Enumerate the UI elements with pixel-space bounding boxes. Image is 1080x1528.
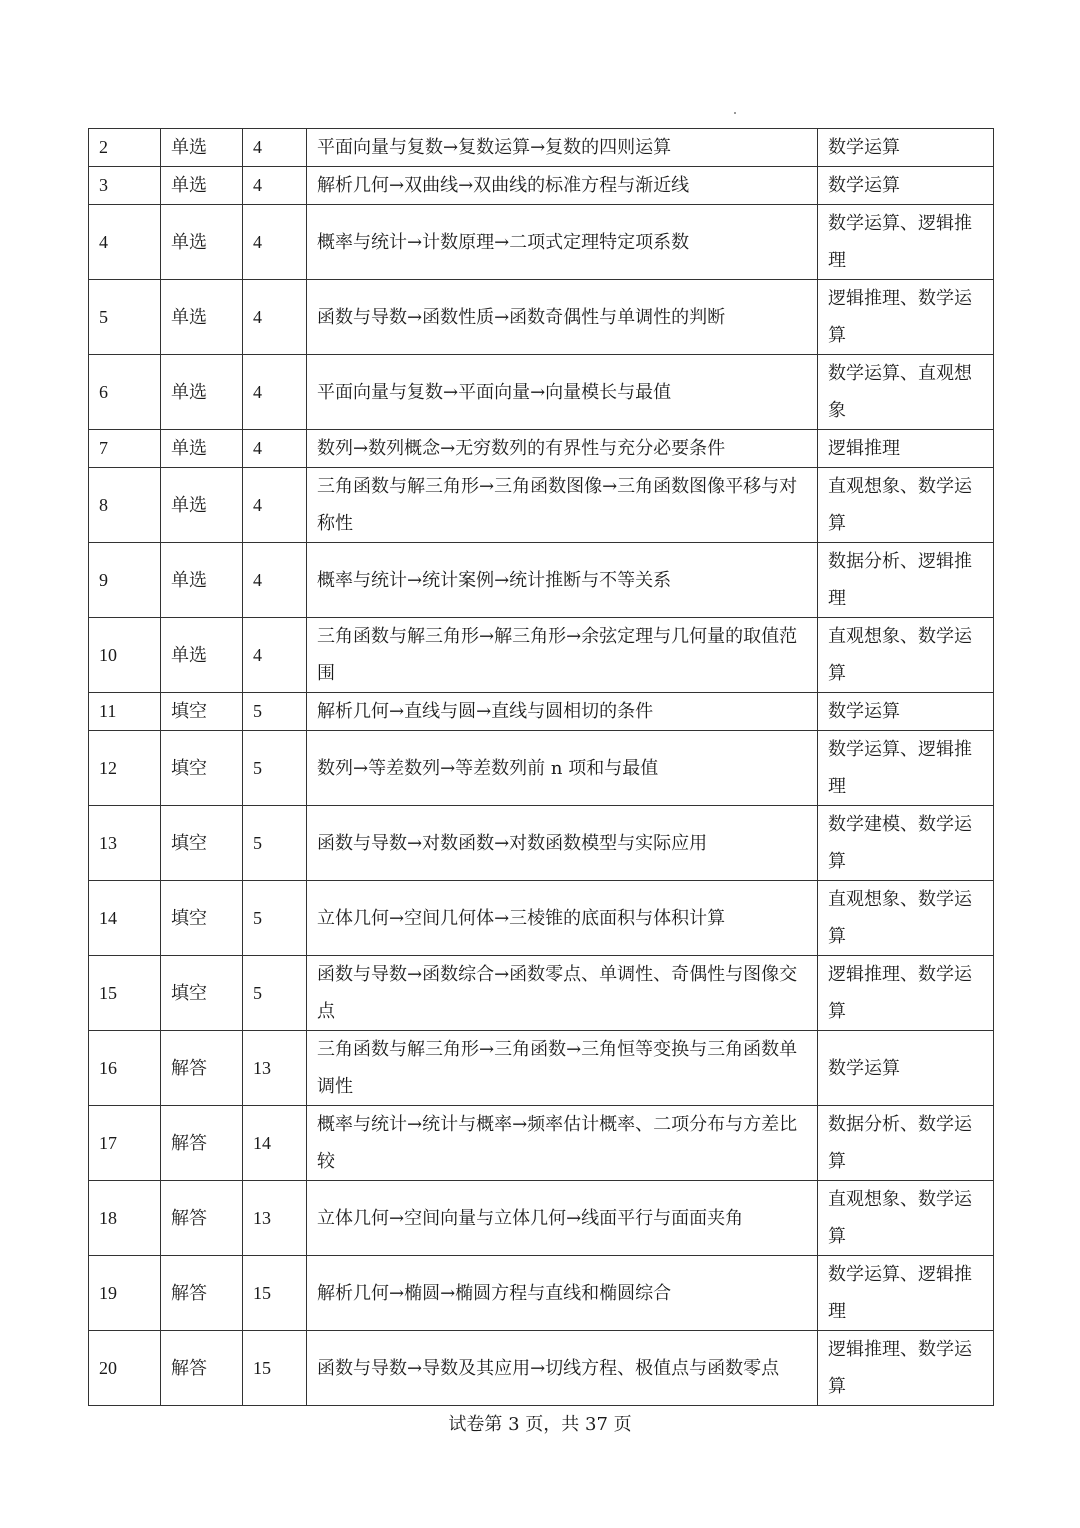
core-literacy-cell: 逻辑推理、数学运算 <box>818 1331 994 1406</box>
core-literacy-cell: 逻辑推理 <box>818 430 994 468</box>
knowledge-point-cell: 三角函数与解三角形→三角函数图像→三角函数图像平移与对称性 <box>307 468 818 543</box>
table-row <box>89 355 994 430</box>
question-type-cell: 单选 <box>161 205 243 280</box>
table-row <box>89 693 994 731</box>
knowledge-point-cell: 三角函数与解三角形→三角函数→三角恒等变换与三角函数单调性 <box>307 1031 818 1106</box>
question-type-cell: 单选 <box>161 280 243 355</box>
table-row <box>89 167 994 205</box>
question-number-cell: 18 <box>89 1181 161 1256</box>
core-literacy-cell: 数学运算 <box>818 167 994 205</box>
question-type-cell: 解答 <box>161 1031 243 1106</box>
question-number-cell: 17 <box>89 1106 161 1181</box>
question-type-cell: 填空 <box>161 956 243 1031</box>
core-literacy-cell: 数学运算 <box>818 129 994 167</box>
score-cell: 4 <box>243 129 307 167</box>
core-literacy-cell: 数学运算、直观想象 <box>818 355 994 430</box>
question-type-cell: 解答 <box>161 1106 243 1181</box>
question-type-cell: 单选 <box>161 355 243 430</box>
question-number-cell: 10 <box>89 618 161 693</box>
question-number-cell: 15 <box>89 956 161 1031</box>
score-cell: 4 <box>243 355 307 430</box>
question-number-cell: 19 <box>89 1256 161 1331</box>
question-number-cell: 13 <box>89 806 161 881</box>
question-type-cell: 填空 <box>161 881 243 956</box>
page-footer: 试卷第 3 页，共 37 页 <box>448 1414 632 1435</box>
knowledge-point-cell: 概率与统计→统计案例→统计推断与不等关系 <box>307 543 818 618</box>
core-literacy-cell: 直观想象、数学运算 <box>818 881 994 956</box>
question-number-cell: 5 <box>89 280 161 355</box>
score-cell: 4 <box>243 618 307 693</box>
question-number-cell: 8 <box>89 468 161 543</box>
core-literacy-cell: 数据分析、数学运算 <box>818 1106 994 1181</box>
core-literacy-cell: 直观想象、数学运算 <box>818 618 994 693</box>
core-literacy-cell: 数学运算、逻辑推理 <box>818 731 994 806</box>
table-row <box>89 1331 994 1406</box>
table-row <box>89 1031 994 1106</box>
score-cell: 4 <box>243 167 307 205</box>
score-cell: 13 <box>243 1181 307 1256</box>
core-literacy-cell: 数学运算 <box>818 693 994 731</box>
table-row <box>89 1106 994 1181</box>
knowledge-point-cell: 立体几何→空间向量与立体几何→线面平行与面面夹角 <box>307 1181 818 1256</box>
question-number-cell: 4 <box>89 205 161 280</box>
core-literacy-cell: 逻辑推理、数学运算 <box>818 956 994 1031</box>
score-cell: 5 <box>243 693 307 731</box>
table-row <box>89 618 994 693</box>
table-row <box>89 956 994 1031</box>
question-type-cell: 解答 <box>161 1256 243 1331</box>
knowledge-point-cell: 解析几何→双曲线→双曲线的标准方程与渐近线 <box>307 167 818 205</box>
core-literacy-cell: 直观想象、数学运算 <box>818 468 994 543</box>
question-analysis-table <box>88 128 994 1406</box>
question-type-cell: 单选 <box>161 430 243 468</box>
core-literacy-cell: 逻辑推理、数学运算 <box>818 280 994 355</box>
question-type-cell: 填空 <box>161 693 243 731</box>
knowledge-point-cell: 概率与统计→计数原理→二项式定理特定项系数 <box>307 205 818 280</box>
table-row <box>89 806 994 881</box>
score-cell: 14 <box>243 1106 307 1181</box>
question-number-cell: 11 <box>89 693 161 731</box>
table-row <box>89 881 994 956</box>
knowledge-point-cell: 函数与导数→函数综合→函数零点、单调性、奇偶性与图像交点 <box>307 956 818 1031</box>
score-cell: 15 <box>243 1256 307 1331</box>
table-row <box>89 430 994 468</box>
knowledge-point-cell: 解析几何→椭圆→椭圆方程与直线和椭圆综合 <box>307 1256 818 1331</box>
knowledge-point-cell: 解析几何→直线与圆→直线与圆相切的条件 <box>307 693 818 731</box>
core-literacy-cell: 直观想象、数学运算 <box>818 1181 994 1256</box>
core-literacy-cell: 数学运算 <box>818 1031 994 1106</box>
core-literacy-cell: 数据分析、逻辑推理 <box>818 543 994 618</box>
knowledge-point-cell: 函数与导数→导数及其应用→切线方程、极值点与函数零点 <box>307 1331 818 1406</box>
question-number-cell: 9 <box>89 543 161 618</box>
score-cell: 5 <box>243 731 307 806</box>
knowledge-point-cell: 函数与导数→对数函数→对数函数模型与实际应用 <box>307 806 818 881</box>
table-row <box>89 731 994 806</box>
knowledge-point-cell: 数列→数列概念→无穷数列的有界性与充分必要条件 <box>307 430 818 468</box>
table-row <box>89 205 994 280</box>
speck-mark <box>734 112 736 114</box>
question-number-cell: 3 <box>89 167 161 205</box>
score-cell: 4 <box>243 280 307 355</box>
question-number-cell: 14 <box>89 881 161 956</box>
core-literacy-cell: 数学建模、数学运算 <box>818 806 994 881</box>
table-row <box>89 1256 994 1331</box>
table-row <box>89 543 994 618</box>
question-number-cell: 7 <box>89 430 161 468</box>
table-row <box>89 468 994 543</box>
score-cell: 4 <box>243 543 307 618</box>
question-type-cell: 单选 <box>161 543 243 618</box>
table-row <box>89 1181 994 1256</box>
question-number-cell: 16 <box>89 1031 161 1106</box>
score-cell: 4 <box>243 205 307 280</box>
question-type-cell: 填空 <box>161 806 243 881</box>
score-cell: 5 <box>243 881 307 956</box>
knowledge-point-cell: 函数与导数→函数性质→函数奇偶性与单调性的判断 <box>307 280 818 355</box>
table-row <box>89 280 994 355</box>
score-cell: 5 <box>243 956 307 1031</box>
score-cell: 13 <box>243 1031 307 1106</box>
score-cell: 4 <box>243 430 307 468</box>
score-cell: 15 <box>243 1331 307 1406</box>
question-number-cell: 12 <box>89 731 161 806</box>
score-cell: 5 <box>243 806 307 881</box>
question-number-cell: 2 <box>89 129 161 167</box>
question-type-cell: 单选 <box>161 129 243 167</box>
core-literacy-cell: 数学运算、逻辑推理 <box>818 1256 994 1331</box>
table-body <box>89 129 994 1406</box>
question-type-cell: 单选 <box>161 468 243 543</box>
knowledge-point-cell: 数列→等差数列→等差数列前 n 项和与最值 <box>307 731 818 806</box>
table-row <box>89 129 994 167</box>
core-literacy-cell: 数学运算、逻辑推理 <box>818 205 994 280</box>
score-cell: 4 <box>243 468 307 543</box>
question-type-cell: 解答 <box>161 1181 243 1256</box>
question-number-cell: 20 <box>89 1331 161 1406</box>
question-number-cell: 6 <box>89 355 161 430</box>
question-type-cell: 单选 <box>161 167 243 205</box>
knowledge-point-cell: 立体几何→空间几何体→三棱锥的底面积与体积计算 <box>307 881 818 956</box>
knowledge-point-cell: 平面向量与复数→平面向量→向量模长与最值 <box>307 355 818 430</box>
question-type-cell: 填空 <box>161 731 243 806</box>
knowledge-point-cell: 概率与统计→统计与概率→频率估计概率、二项分布与方差比较 <box>307 1106 818 1181</box>
knowledge-point-cell: 平面向量与复数→复数运算→复数的四则运算 <box>307 129 818 167</box>
question-type-cell: 单选 <box>161 618 243 693</box>
question-type-cell: 解答 <box>161 1331 243 1406</box>
knowledge-point-cell: 三角函数与解三角形→解三角形→余弦定理与几何量的取值范围 <box>307 618 818 693</box>
